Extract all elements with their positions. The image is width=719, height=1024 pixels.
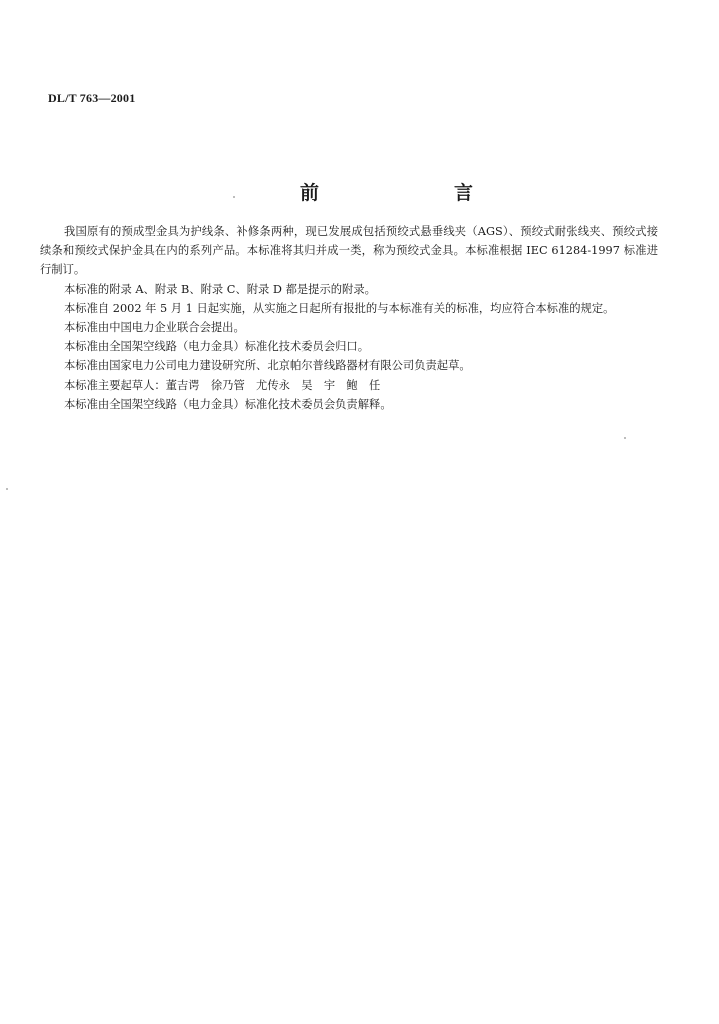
scan-speck: [233, 196, 235, 198]
paragraph-proposed-by: 本标准由中国电力企业联合会提出。: [64, 321, 245, 335]
scan-speck: [6, 488, 8, 490]
scan-speck: [624, 437, 626, 439]
paragraph-administered-by: 本标准由全国架空线路（电力金具）标准化技术委员会归口。: [64, 340, 370, 354]
foreword-title: 前 言: [300, 182, 532, 204]
paragraph-background: 我国原有的预成型金具为护线条、补修条两种，现已发展成包括预绞式悬垂线夹（AGS）、预绞式耐张线夹、预绞式接续条和预绞式保护金具在内的系列产品。本标准将其归并成一类，称为预绞式金具。本标准根据 IEC 61284-1997 标准进行制订。: [40, 225, 658, 277]
paragraph-appendices: 本标准的附录 A、附录 B、附录 C、附录 D 都是提示的附录。: [64, 282, 376, 296]
foreword-body: [40, 222, 658, 414]
paragraph-drafters: 本标准主要起草人：董吉谔 徐乃管 尤传永 吴 宇 鲍 任: [64, 378, 381, 392]
document-code: DL/T 763—2001: [48, 91, 136, 105]
paragraph-interpreted-by: 本标准由全国架空线路（电力金具）标准化技术委员会负责解释。: [64, 397, 392, 411]
paragraph-drafted-by: 本标准由国家电力公司电力建设研究所、北京帕尔普线路器材有限公司负责起草。: [64, 359, 471, 373]
paragraph-effective-date: 本标准自 2002 年 5 月 1 日起实施，从实施之日起所有报批的与本标准有关的标准，均应符合本标准的规定。: [64, 301, 615, 315]
